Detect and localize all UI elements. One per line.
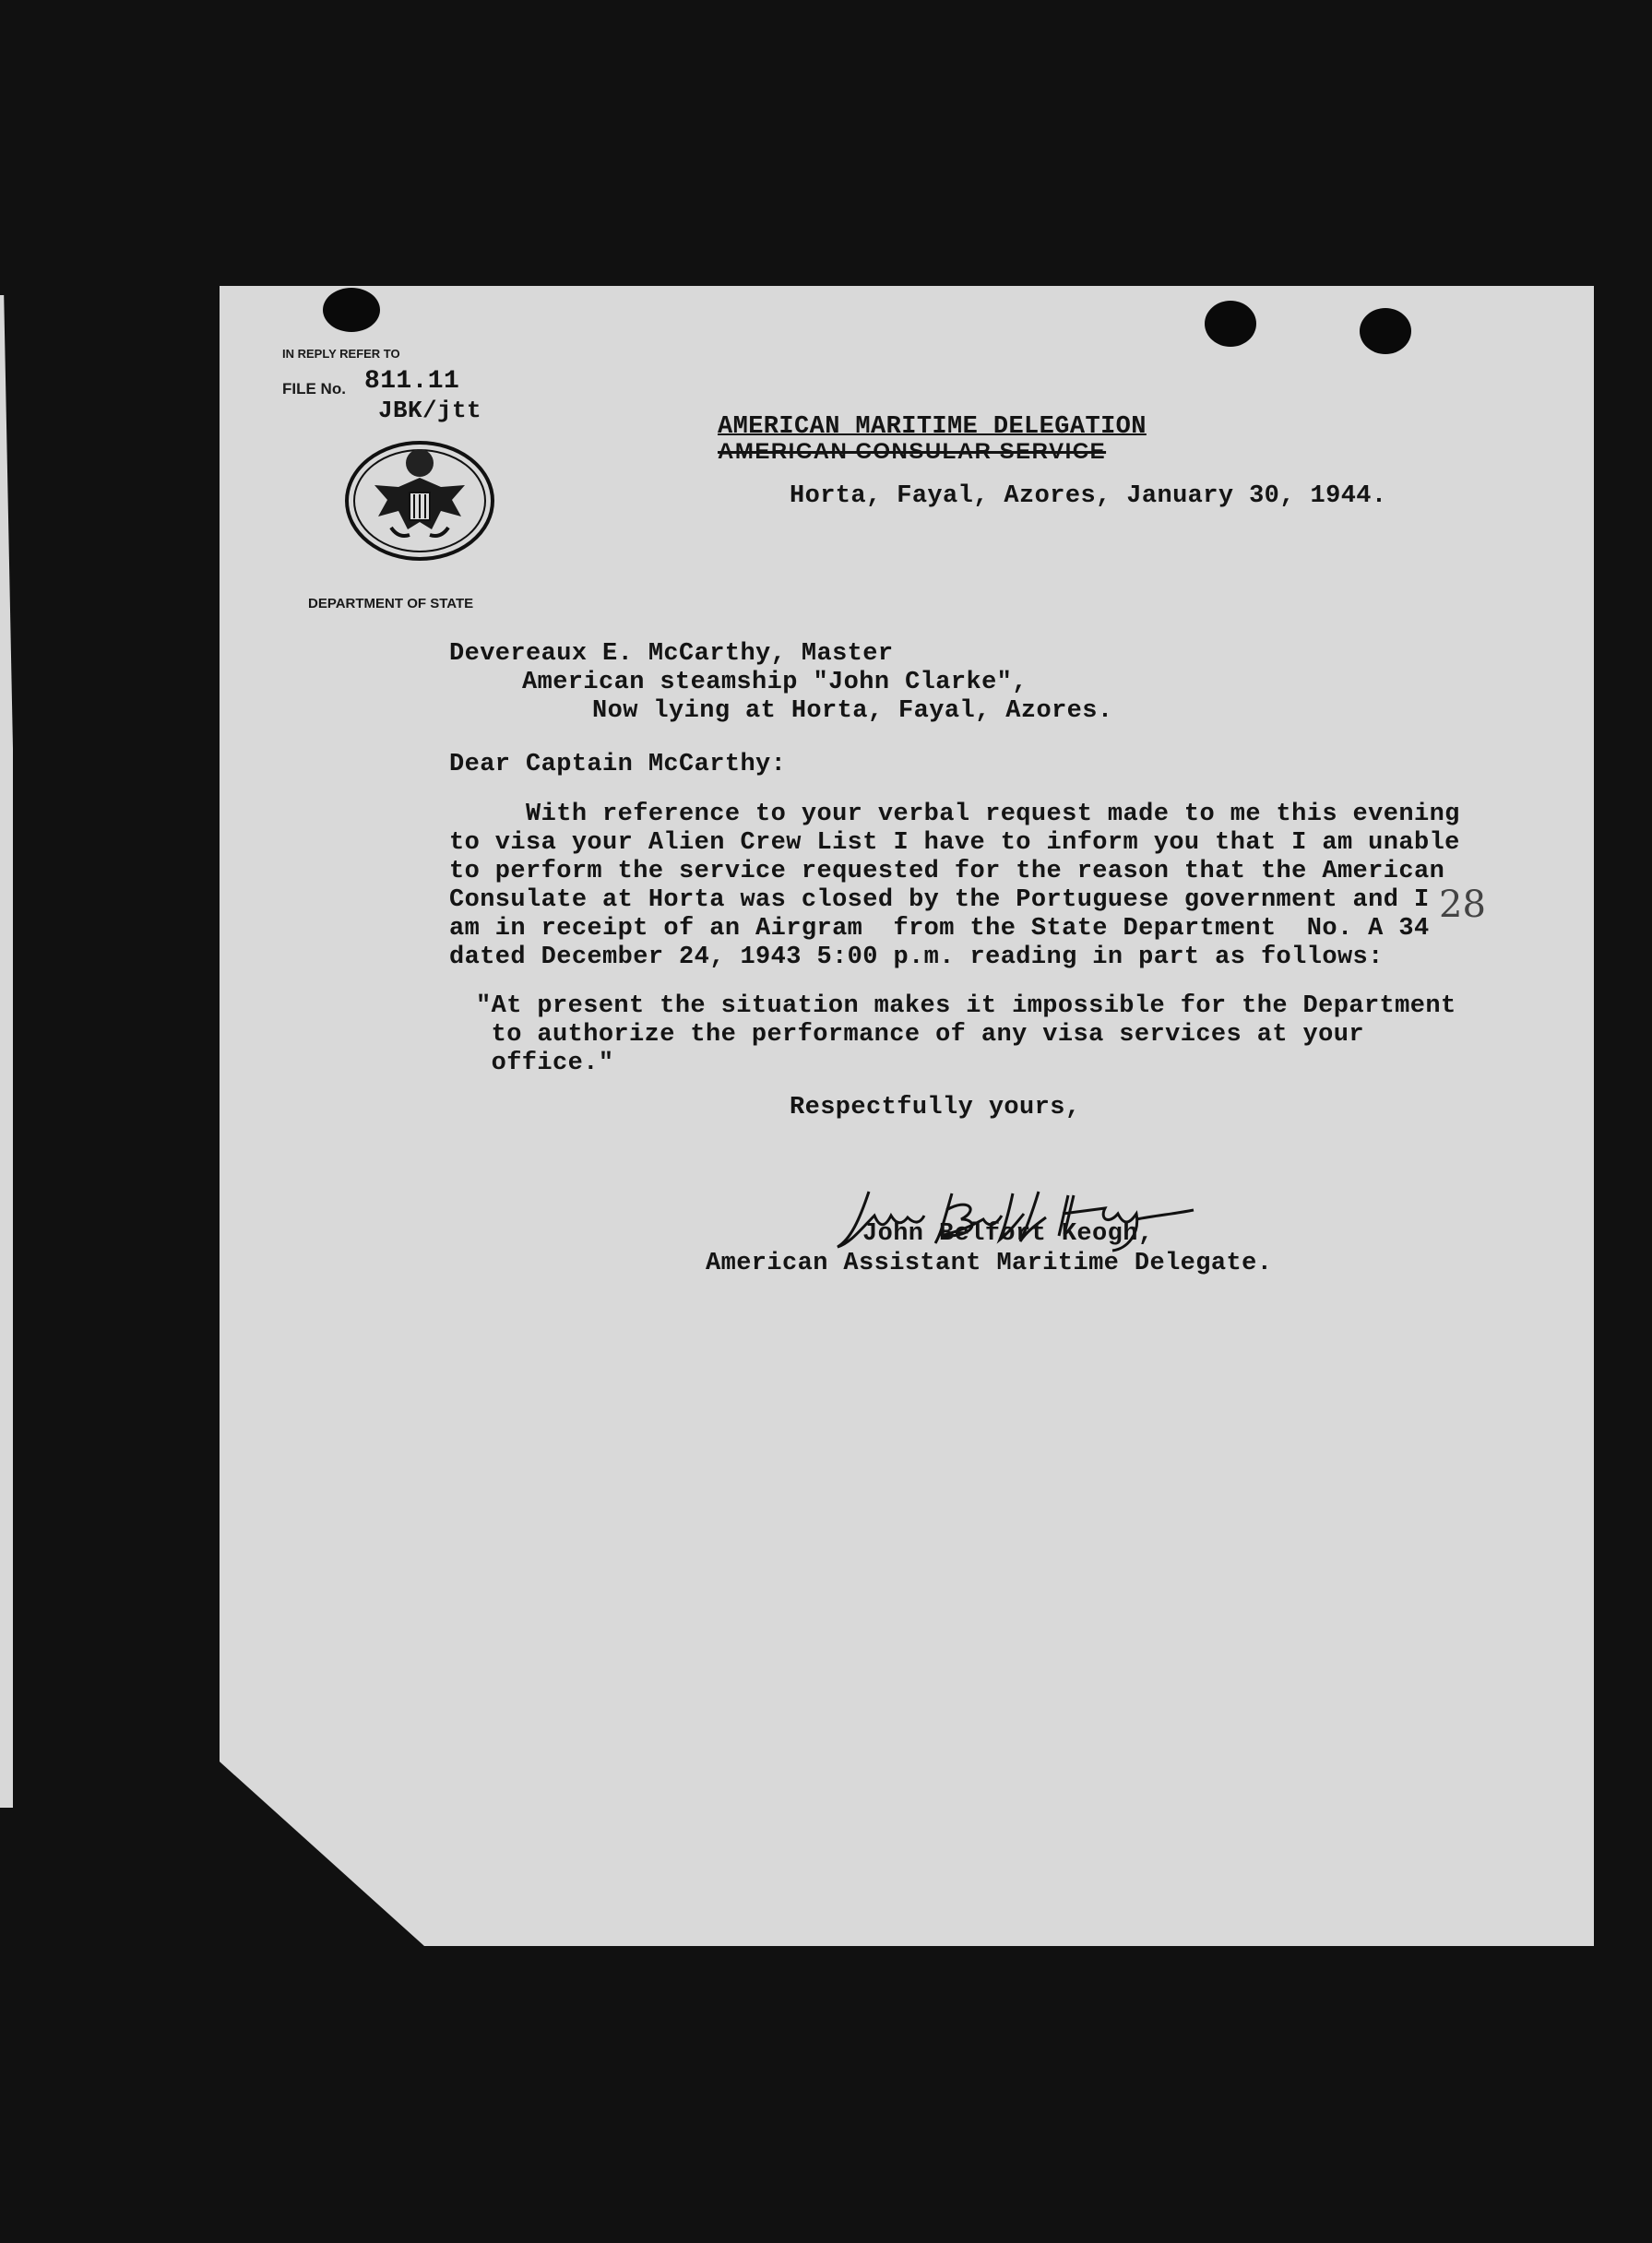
punch-hole xyxy=(323,288,380,332)
file-label: FILE No. xyxy=(282,380,346,398)
addressee-line: Now lying at Horta, Fayal, Azores. xyxy=(592,697,1113,725)
file-number: 811.11 xyxy=(364,367,460,396)
reply-label: IN REPLY REFER TO xyxy=(282,347,400,361)
signatory-name: John Belfort Keogh, xyxy=(862,1220,1154,1248)
body-line: With reference to your verbal request made to me this evening xyxy=(449,801,1460,828)
closing: Respectfully yours, xyxy=(790,1094,1081,1122)
signatory-title: American Assistant Maritime Delegate. xyxy=(706,1250,1273,1277)
office-title: AMERICAN MARITIME DELEGATION xyxy=(718,413,1147,441)
body-line: dated December 24, 1943 5:00 p.m. reading in part as follows: xyxy=(449,943,1384,971)
addressee-line: American steamship "John Clarke", xyxy=(522,669,1028,696)
punch-hole xyxy=(1360,308,1411,354)
quote-line: "At present the situation makes it impossible for the Department xyxy=(476,992,1456,1020)
quote-line: to authorize the performance of any visa services at your xyxy=(476,1021,1364,1049)
department-label: DEPARTMENT OF STATE xyxy=(308,596,474,611)
addressee-line: Devereaux E. McCarthy, Master xyxy=(449,640,894,668)
body-line: Consulate at Horta was closed by the Portuguese government and I xyxy=(449,886,1430,914)
body-line: to visa your Alien Crew List I have to inform you that I am unable xyxy=(449,829,1460,857)
salutation: Dear Captain McCarthy: xyxy=(449,751,787,778)
left-film-strip xyxy=(0,295,13,1808)
office-struck: AMERICAN CONSULAR SERVICE xyxy=(718,439,1107,464)
body-line: to perform the service requested for the reason that the American xyxy=(449,858,1445,885)
file-initials: JBK/jtt xyxy=(378,397,482,424)
place-date: Horta, Fayal, Azores, January 30, 1944. xyxy=(790,482,1387,510)
margin-page-number: 28 xyxy=(1439,884,1486,926)
body-line: am in receipt of an Airgram from the State Department No. A 34 xyxy=(449,915,1430,943)
quote-line: office." xyxy=(476,1050,614,1077)
punch-hole xyxy=(1205,301,1256,347)
great-seal-icon xyxy=(343,439,496,563)
